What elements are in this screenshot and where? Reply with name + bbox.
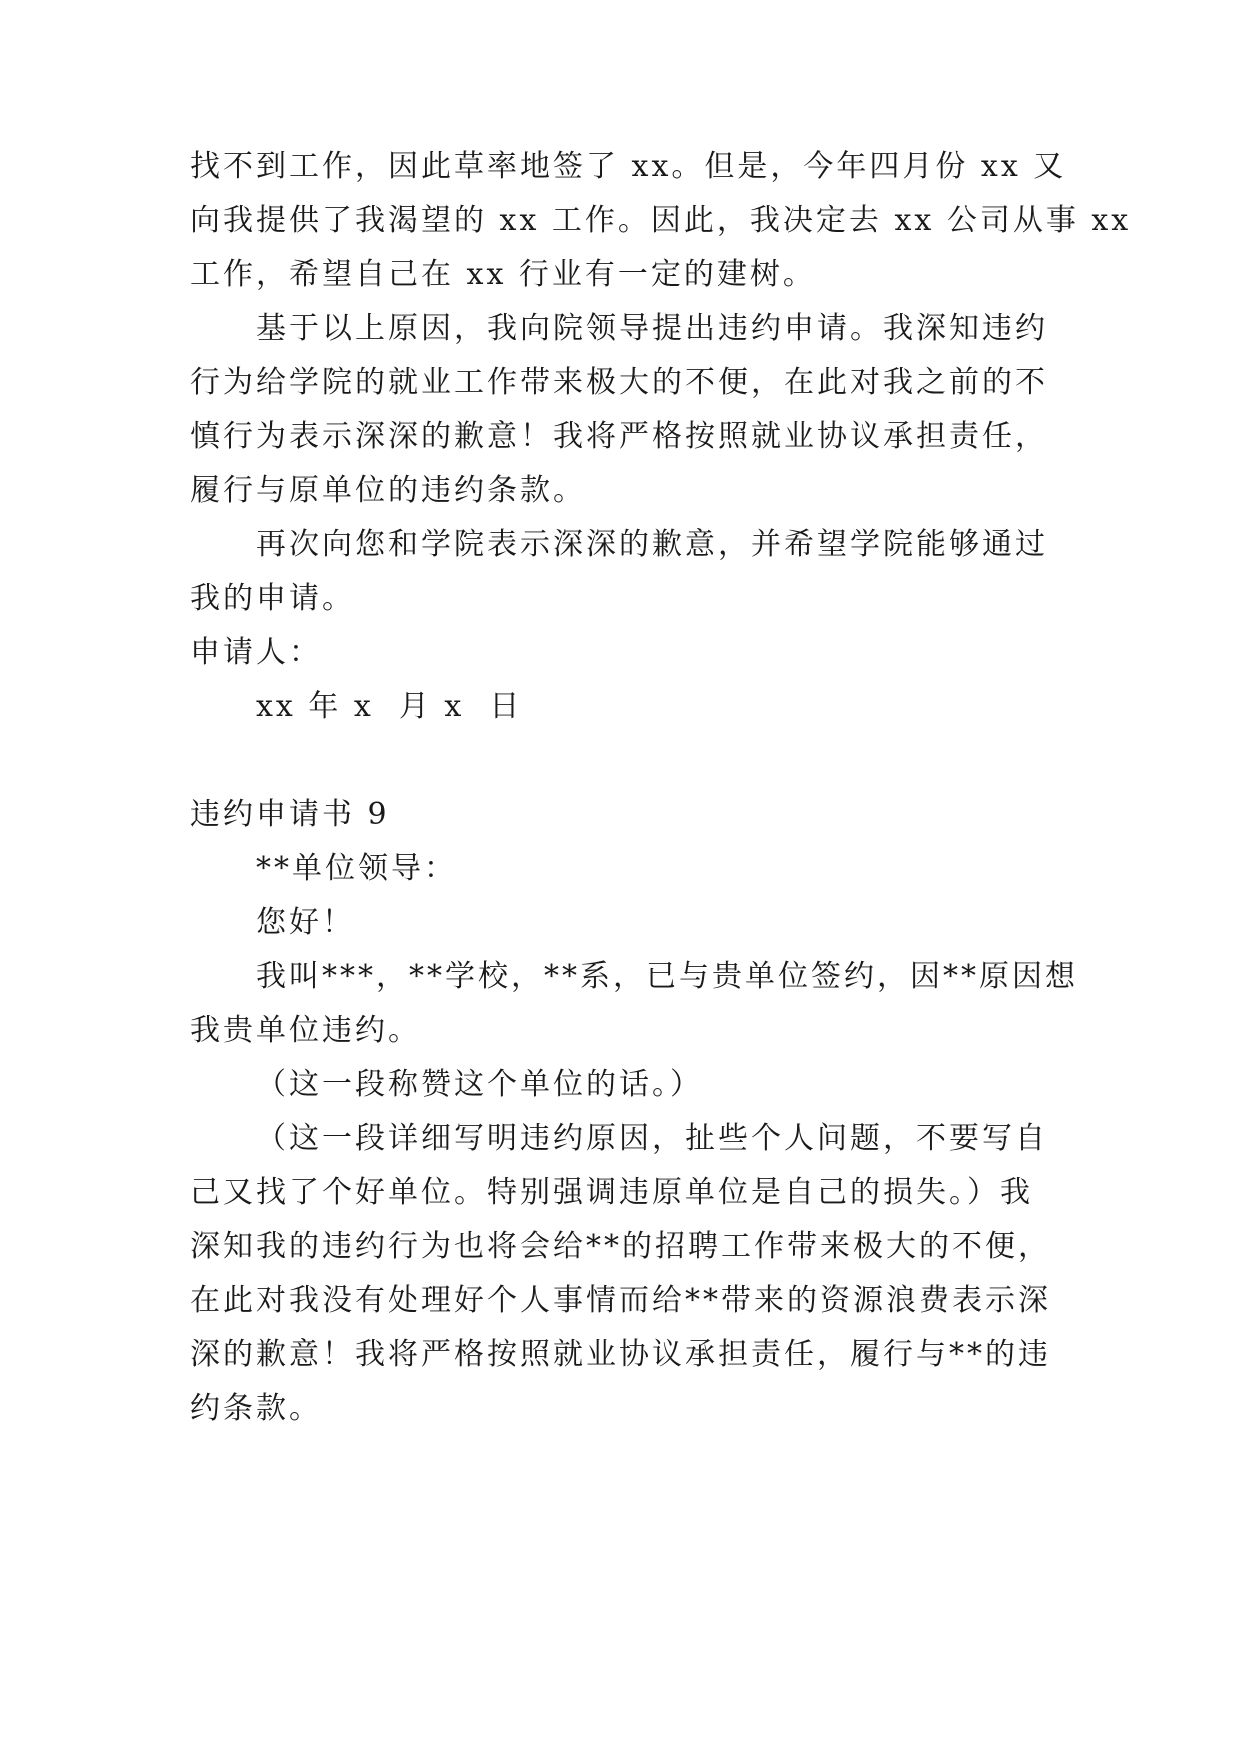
paragraph-line: 深知我的违约行为也将会给**的招聘工作带来极大的不便， — [190, 1229, 1051, 1264]
date-line: xx 年 x 月 x 日 — [256, 689, 523, 724]
greeting: 您好！ — [256, 905, 355, 940]
paragraph-line: 我叫***，**学校，**系，已与贵单位签约，因**原因想 — [256, 959, 1078, 994]
paragraph-line: 慎行为表示深深的歉意！我将严格按照就业协议承担责任， — [190, 419, 1048, 454]
paragraph-line: 找不到工作，因此草率地签了 xx。但是，今年四月份 xx 又 — [190, 149, 1067, 184]
paragraph-line: 履行与原单位的违约条款。 — [190, 473, 586, 508]
paragraph-line: （这一段称赞这个单位的话。） — [256, 1067, 703, 1102]
paragraph-line: 再次向您和学院表示深深的歉意，并希望学院能够通过 — [256, 527, 1048, 562]
salutation: **单位领导： — [256, 851, 457, 886]
paragraph-line: 基于以上原因，我向院领导提出违约申请。我深知违约 — [256, 311, 1048, 346]
paragraph-line: 我的申请。 — [190, 581, 355, 616]
paragraph-line: 约条款。 — [190, 1391, 322, 1426]
paragraph-line: 向我提供了我渴望的 xx 工作。因此，我决定去 xx 公司从事 xx — [190, 203, 1132, 238]
applicant-label: 申请人： — [190, 635, 322, 670]
paragraph-line: 深的歉意！我将严格按照就业协议承担责任，履行与**的违 — [190, 1337, 1051, 1372]
paragraph-line: 工作，希望自己在 xx 行业有一定的建树。 — [190, 257, 816, 292]
paragraph-line: 我贵单位违约。 — [190, 1013, 421, 1048]
paragraph-line: 己又找了个好单位。特别强调违原单位是自己的损失。）我 — [190, 1175, 1033, 1210]
section-title: 违约申请书 9 — [190, 797, 390, 832]
paragraph-line: 在此对我没有处理好个人事情而给**带来的资源浪费表示深 — [190, 1283, 1051, 1318]
paragraph-line: 行为给学院的就业工作带来极大的不便，在此对我之前的不 — [190, 365, 1048, 400]
paragraph-line: （这一段详细写明违约原因，扯些个人问题，不要写自 — [256, 1121, 1048, 1156]
